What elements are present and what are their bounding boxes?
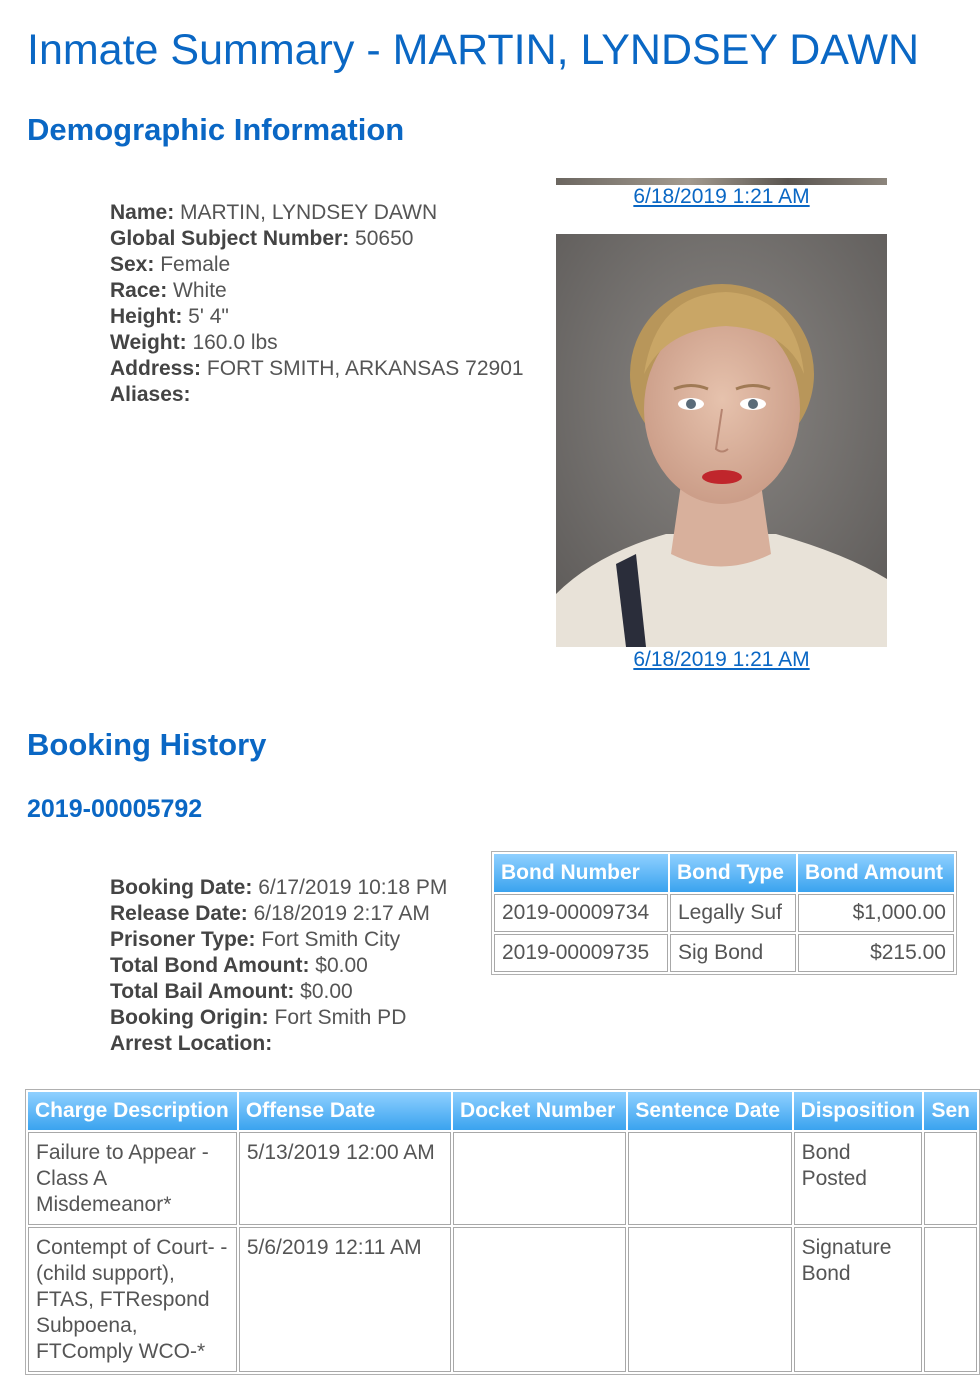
- disposition-cell: Signature Bond: [794, 1227, 923, 1372]
- table-row: [494, 934, 954, 972]
- field-total-bail-amount: Total Bail Amount: $0.00: [110, 980, 353, 1003]
- field-booking-date: Booking Date: 6/17/2019 10:18 PM: [110, 876, 448, 899]
- demographic-info: [110, 200, 524, 408]
- bond-amount-cell: $1,000.00: [798, 894, 954, 932]
- charge-description-cell: Contempt of Court- -(child support), FTAS, FTRespond Subpoena, FTComply WCO-*: [28, 1227, 237, 1372]
- field-race: Race: White: [110, 279, 227, 302]
- booking-number: 2019-00005792: [27, 795, 203, 823]
- field-weight: Weight: 160.0 lbs: [110, 331, 278, 354]
- charge-description-cell: Failure to Appear - Class A Misdemeanor*: [28, 1132, 237, 1225]
- charges-header-description: Charge Description: [28, 1092, 237, 1130]
- disposition-cell: Bond Posted: [794, 1132, 923, 1225]
- offense-date-cell: 5/13/2019 12:00 AM: [239, 1132, 451, 1225]
- field-total-bond-amount: Total Bond Amount: $0.00: [110, 954, 368, 977]
- bond-table: [491, 851, 957, 975]
- field-address: Address: FORT SMITH, ARKANSAS 72901: [110, 357, 524, 380]
- mugshot-photo: [556, 234, 887, 647]
- field-prisoner-type: Prisoner Type: Fort Smith City: [110, 928, 401, 951]
- charges-header-docket-number: Docket Number: [453, 1092, 626, 1130]
- charges-table: [25, 1089, 980, 1375]
- booking-info: [110, 875, 447, 1057]
- docket-number-cell: [453, 1132, 626, 1225]
- demographic-heading: Demographic Information: [27, 112, 405, 147]
- charges-header-sentence: Sen: [924, 1092, 977, 1130]
- bond-type-cell: Sig Bond: [670, 934, 796, 972]
- field-sex: Sex: Female: [110, 253, 231, 276]
- table-row: [28, 1132, 977, 1225]
- photo-date-link-2[interactable]: 6/18/2019 1:21 AM: [633, 648, 810, 671]
- offense-date-cell: 5/6/2019 12:11 AM: [239, 1227, 451, 1372]
- bond-header-number: Bond Number: [494, 854, 668, 892]
- field-global-subject-number: Global Subject Number: 50650: [110, 227, 414, 250]
- bond-amount-cell: $215.00: [798, 934, 954, 972]
- booking-history-heading: Booking History: [27, 727, 267, 762]
- charges-header-sentence-date: Sentence Date: [628, 1092, 791, 1130]
- sentence-date-cell: [628, 1132, 791, 1225]
- table-row: [494, 894, 954, 932]
- bond-type-cell: Legally Suf: [670, 894, 796, 932]
- field-height: Height: 5' 4": [110, 305, 229, 328]
- charges-header-row: [28, 1092, 977, 1130]
- field-aliases: Aliases:: [110, 383, 191, 406]
- field-release-date: Release Date: 6/18/2019 2:17 AM: [110, 902, 430, 925]
- docket-number-cell: [453, 1227, 626, 1372]
- sentence-date-cell: [628, 1227, 791, 1372]
- bond-header-row: [494, 854, 954, 892]
- charges-header-offense-date: Offense Date: [239, 1092, 451, 1130]
- bond-header-type: Bond Type: [670, 854, 796, 892]
- page-title: Inmate Summary - MARTIN, LYNDSEY DAWN: [27, 26, 920, 74]
- field-arrest-location: Arrest Location:: [110, 1032, 273, 1055]
- charges-header-disposition: Disposition: [794, 1092, 923, 1130]
- bond-header-amount: Bond Amount: [798, 854, 954, 892]
- bond-number-cell: 2019-00009734: [494, 894, 668, 932]
- previous-photo-edge: [556, 178, 887, 185]
- bond-number-cell: 2019-00009735: [494, 934, 668, 972]
- photo-date-link-1[interactable]: 6/18/2019 1:21 AM: [633, 185, 810, 208]
- table-row: [28, 1227, 977, 1372]
- sentence-cell: [924, 1132, 977, 1225]
- field-name: Name: MARTIN, LYNDSEY DAWN: [110, 201, 438, 224]
- field-booking-origin: Booking Origin: Fort Smith PD: [110, 1006, 407, 1029]
- sentence-cell: [924, 1227, 977, 1372]
